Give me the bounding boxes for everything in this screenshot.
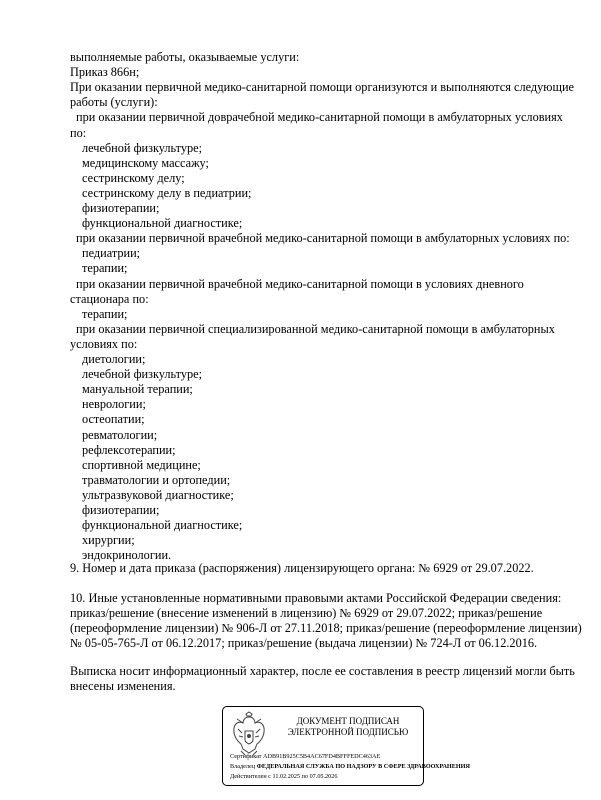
list-item: педиатрии; [82, 246, 141, 261]
owner-label: Владелец [230, 763, 256, 770]
body-line: при оказании первичной специализированной медико-санитарной помощи в амбулаторных [76, 321, 555, 336]
list-item: функциональной диагностике; [82, 518, 243, 533]
list-item: лечебной физкультуре; [82, 367, 203, 382]
list-item: ультразвуковой диагностике; [82, 487, 234, 502]
coat-of-arms-icon [229, 711, 269, 759]
list-item: остеопатии; [82, 412, 145, 427]
body-line: при оказании первичной врачебной медико-санитарной помощи в амбулаторных условиях по: [76, 231, 570, 246]
section-9-order: 9. Номер и дата приказа (распоряжения) лицензирующего органа: № 6929 от 29.07.2022. [70, 561, 534, 575]
section-10-line-4: № 05-05-765-Л от 06.12.2017; приказ/решение (выдача лицензии) № 724-Л от 06.12.2016. [70, 636, 538, 650]
list-item: диетологии; [82, 352, 146, 366]
list-item: сестринскому делу в педиатрии; [82, 185, 252, 200]
body-line: работы (услуги): [70, 95, 158, 110]
list-item: терапии; [82, 261, 128, 276]
stamp-certificate [230, 753, 380, 761]
list-item: терапии; [82, 306, 128, 321]
list-item: медицинскому массажу; [82, 155, 209, 170]
list-item: лечебной физкультуре; [82, 140, 203, 155]
list-item: эндокринологии. [82, 548, 172, 563]
list-item: физиотерапии; [82, 503, 160, 517]
list-item: физиотерапии; [82, 201, 160, 215]
owner-value: ФЕДЕРАЛЬНАЯ СЛУЖБА ПО НАДЗОРУ В СФЕРЕ ЗДРАВООХРАНЕНИЯ [256, 763, 470, 770]
electronic-signature-stamp [222, 706, 470, 786]
list-item: спортивной медицине; [82, 457, 201, 472]
certificate-label: Сертификат [230, 753, 262, 760]
section-10-line-1: 10. Иные установленные нормативными правовыми актами Российской Федерации сведения: [70, 591, 562, 605]
list-item: мануальной терапии; [82, 382, 193, 397]
body-line: стационара по: [70, 291, 149, 306]
body-line: при оказании первичной доврачебной медико-санитарной помощи в амбулаторных условиях [76, 110, 563, 125]
list-item: сестринскому делу; [82, 170, 185, 185]
footer-note-line-2: внесены изменения. [70, 679, 176, 693]
list-item: функциональной диагностике; [82, 216, 243, 231]
body-line: выполняемые работы, оказываемые услуги: [70, 50, 300, 64]
body-line: условиях по: [70, 336, 138, 351]
body-line: Приказ 866н; [70, 65, 140, 80]
list-item: неврологии; [82, 397, 146, 412]
list-item: ревматологии; [82, 427, 158, 442]
section-10-line-2: приказ/решение (внесение изменений в лицензию) № 6929 от 29.07.2022; приказ/решение [70, 606, 543, 620]
list-item: рефлексотерапии; [82, 442, 176, 457]
footer-note-line-1: Выписка носит информационный характер, после ее составления в реестр лицензий могли быть [70, 664, 575, 678]
body-line: При оказании первичной медико-санитарной помощи организуются и выполняются следующие [70, 80, 574, 95]
body-line: при оказании первичной врачебной медико-санитарной помощи в условиях дневного [76, 276, 524, 291]
certificate-value: ADB91B925C5B4AC67FD4BFFFEDC463AE [263, 753, 381, 760]
section-10-line-3: (переоформление лицензии) № 906-Л от 27.11.2018; приказ/решение (переоформление лицензии) [70, 621, 582, 635]
stamp-title-line-1: ДОКУМЕНТ ПОДПИСАН [296, 716, 400, 726]
list-item: травматологии и ортопедии; [82, 472, 231, 487]
stamp-owner [230, 763, 470, 771]
stamp-title-line-2: ЭЛЕКТРОННОЙ ПОДПИСЬЮ [287, 727, 409, 737]
list-item: хирургии; [82, 533, 135, 548]
stamp-validity: Действителен с 11.02.2025 по 07.05.2026 [230, 773, 338, 780]
body-line: по: [70, 125, 87, 140]
